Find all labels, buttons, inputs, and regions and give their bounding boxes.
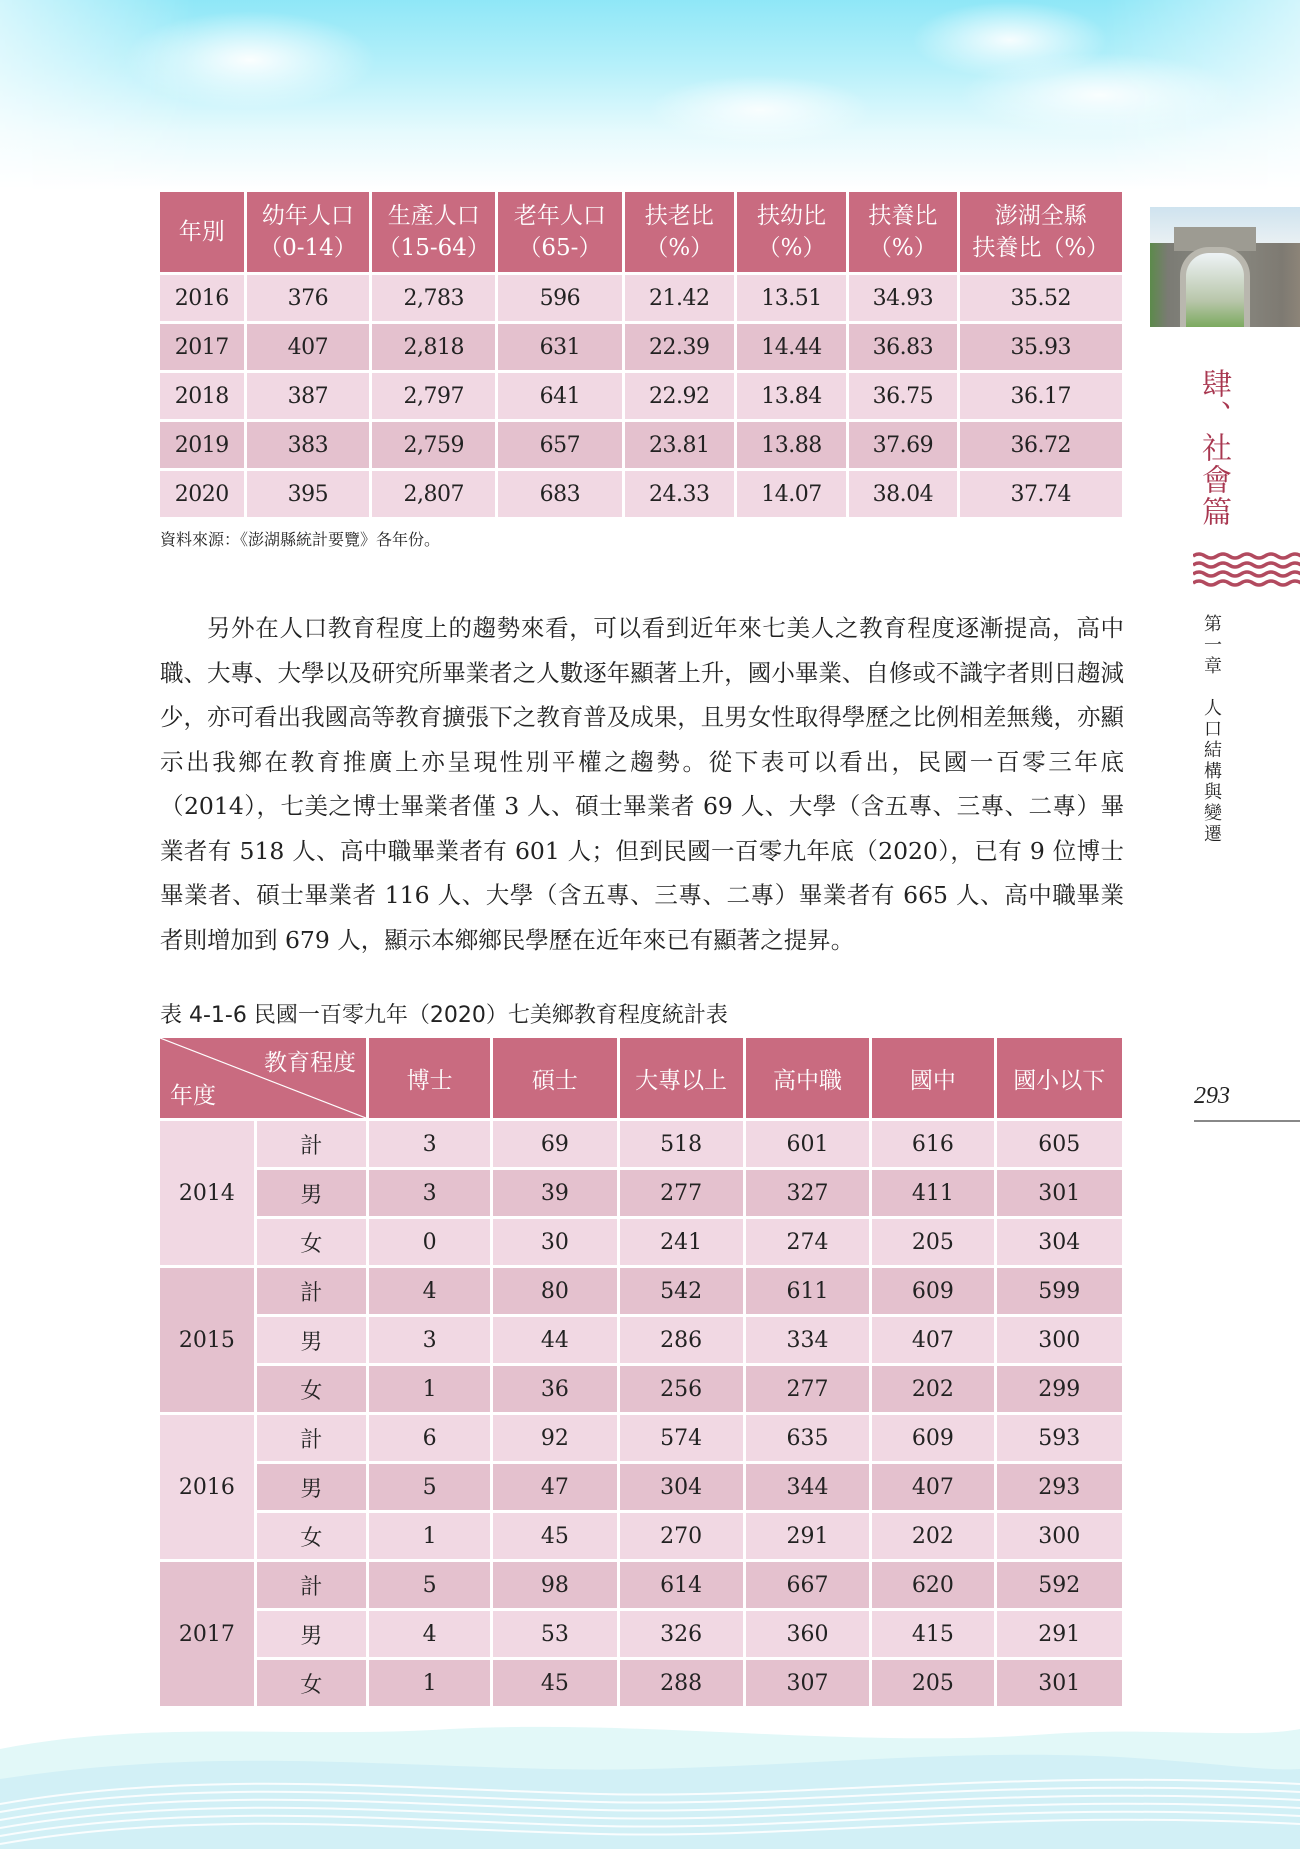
cell-child-ratio: 13.51 bbox=[737, 275, 846, 321]
cell-masters: 98 bbox=[493, 1562, 616, 1608]
cell-doctorate: 5 bbox=[369, 1562, 490, 1608]
cell-elementary-below: 291 bbox=[997, 1611, 1122, 1657]
cell-elementary-below: 593 bbox=[997, 1415, 1122, 1461]
header-working-population: 生產人口 （15-64） bbox=[372, 192, 495, 272]
cell-doctorate: 3 bbox=[369, 1170, 490, 1216]
header-year: 年別 bbox=[160, 192, 244, 272]
table-row bbox=[160, 275, 1122, 321]
cell-county-dependency-ratio: 35.93 bbox=[960, 324, 1122, 370]
wave-ornament-icon bbox=[1193, 551, 1300, 587]
cell-doctorate: 1 bbox=[369, 1366, 490, 1412]
cell-elementary-below: 293 bbox=[997, 1464, 1122, 1510]
cell-college: 286 bbox=[620, 1317, 743, 1363]
cell-year: 2016 bbox=[160, 275, 244, 321]
cell-masters: 36 bbox=[493, 1366, 616, 1412]
table-row bbox=[160, 1415, 1122, 1461]
cell-college: 288 bbox=[620, 1660, 743, 1706]
cell-high-school: 344 bbox=[746, 1464, 869, 1510]
cell-child-ratio: 13.88 bbox=[737, 422, 846, 468]
dependency-ratio-table bbox=[157, 189, 1125, 520]
cell-high-school: 360 bbox=[746, 1611, 869, 1657]
cell-old-age-ratio: 22.39 bbox=[625, 324, 734, 370]
header-elementary-below: 國小以下 bbox=[997, 1038, 1122, 1118]
cell-doctorate: 1 bbox=[369, 1660, 490, 1706]
cell-dependency-ratio: 37.69 bbox=[849, 422, 956, 468]
cell-junior-high: 205 bbox=[872, 1219, 993, 1265]
cell-masters: 47 bbox=[493, 1464, 616, 1510]
cell-college: 518 bbox=[620, 1121, 743, 1167]
header-child-population: 幼年人口 （0-14） bbox=[247, 192, 370, 272]
cell-elderly-population: 631 bbox=[498, 324, 621, 370]
cell-junior-high: 609 bbox=[872, 1415, 993, 1461]
header-child-ratio: 扶幼比 （%） bbox=[737, 192, 846, 272]
header-doctorate: 博士 bbox=[369, 1038, 490, 1118]
table-header-row bbox=[160, 1038, 1122, 1118]
cell-elementary-below: 301 bbox=[997, 1170, 1122, 1216]
table-row bbox=[160, 1268, 1122, 1314]
cell-year: 2015 bbox=[160, 1268, 254, 1412]
cell-doctorate: 4 bbox=[369, 1268, 490, 1314]
cell-junior-high: 609 bbox=[872, 1268, 993, 1314]
wave-footer-decoration bbox=[0, 1709, 1300, 1849]
cell-elementary-below: 605 bbox=[997, 1121, 1122, 1167]
cell-high-school: 291 bbox=[746, 1513, 869, 1559]
cell-child-population: 383 bbox=[247, 422, 370, 468]
cell-year: 2020 bbox=[160, 471, 244, 517]
body-paragraph: 另外在人口教育程度上的趨勢來看，可以看到近年來七美人之教育程度逐漸提高，高中職、大專、大學以及研究所畢業者之人數逐年顯著上升，國小畢業、自修或不識字者則日趨減少，亦可看出我國高等教育擴張下之教育普及成果，且男女性取得學歷之比例相差無幾，亦顯示出我鄉在教育推廣上亦呈現性別平權之趨勢。從下表可以看出，民國一百零三年底（2014），七美之博士畢業者僅 3 人、碩士畢業者 69 人、大學（含五專、三專、二專）畢業者有 518 人、高中職畢業者有 601 人；但到民國一百零九年底（2020），已有 9 位博士畢業者、碩士畢業者 116 人、大學（含五專、三專、二專）畢業者有 665 人、高中職畢業者則增加到 679 人，顯示本鄉鄉民學歷在近年來已有顯著之提昇。 bbox=[160, 614, 1124, 954]
table-row bbox=[160, 324, 1122, 370]
cell-masters: 39 bbox=[493, 1170, 616, 1216]
cell-college: 574 bbox=[620, 1415, 743, 1461]
page-number: 293 bbox=[1194, 1083, 1230, 1109]
corner-label-year: 年度 bbox=[170, 1083, 216, 1109]
cell-college: 270 bbox=[620, 1513, 743, 1559]
cell-child-ratio: 14.44 bbox=[737, 324, 846, 370]
table-row bbox=[160, 1317, 1122, 1363]
table-title: 表 4-1-6 民國一百零九年（2020）七美鄉教育程度統計表 bbox=[160, 1003, 728, 1028]
header-corner-diagonal bbox=[160, 1038, 366, 1118]
cell-year: 2017 bbox=[160, 324, 244, 370]
cell-doctorate: 1 bbox=[369, 1513, 490, 1559]
header-old-age-ratio: 扶老比 （%） bbox=[625, 192, 734, 272]
table-row bbox=[160, 1121, 1122, 1167]
header-junior-high: 國中 bbox=[872, 1038, 993, 1118]
header-masters: 碩士 bbox=[493, 1038, 616, 1118]
cell-high-school: 327 bbox=[746, 1170, 869, 1216]
cell-elementary-below: 304 bbox=[997, 1219, 1122, 1265]
cell-child-population: 407 bbox=[247, 324, 370, 370]
cell-county-dependency-ratio: 37.74 bbox=[960, 471, 1122, 517]
table-row bbox=[160, 1170, 1122, 1216]
cell-college: 614 bbox=[620, 1562, 743, 1608]
chapter-label: 第一章 人口結構與變遷 bbox=[1201, 614, 1222, 845]
cell-working-population: 2,783 bbox=[372, 275, 495, 321]
cell-child-ratio: 13.84 bbox=[737, 373, 846, 419]
cell-year: 2017 bbox=[160, 1562, 254, 1706]
cell-doctorate: 3 bbox=[369, 1317, 490, 1363]
cell-masters: 53 bbox=[493, 1611, 616, 1657]
cell-junior-high: 202 bbox=[872, 1366, 993, 1412]
cell-category: 女 bbox=[257, 1660, 366, 1706]
cell-category: 男 bbox=[257, 1170, 366, 1216]
cell-junior-high: 202 bbox=[872, 1513, 993, 1559]
cell-college: 326 bbox=[620, 1611, 743, 1657]
cell-working-population: 2,797 bbox=[372, 373, 495, 419]
cell-county-dependency-ratio: 36.72 bbox=[960, 422, 1122, 468]
table-row bbox=[160, 1219, 1122, 1265]
sky-banner-decoration bbox=[0, 0, 1300, 190]
cell-child-population: 387 bbox=[247, 373, 370, 419]
cell-masters: 92 bbox=[493, 1415, 616, 1461]
cell-college: 241 bbox=[620, 1219, 743, 1265]
table-row bbox=[160, 471, 1122, 517]
cell-child-ratio: 14.07 bbox=[737, 471, 846, 517]
education-level-table bbox=[157, 1035, 1125, 1709]
cell-elementary-below: 300 bbox=[997, 1513, 1122, 1559]
table-header-row bbox=[160, 192, 1122, 272]
table-row bbox=[160, 373, 1122, 419]
cell-high-school: 307 bbox=[746, 1660, 869, 1706]
cell-dependency-ratio: 34.93 bbox=[849, 275, 956, 321]
cell-old-age-ratio: 21.42 bbox=[625, 275, 734, 321]
cell-category: 計 bbox=[257, 1121, 366, 1167]
table-row bbox=[160, 1660, 1122, 1706]
cell-elderly-population: 641 bbox=[498, 373, 621, 419]
cell-college: 542 bbox=[620, 1268, 743, 1314]
cell-elementary-below: 592 bbox=[997, 1562, 1122, 1608]
cell-elementary-below: 300 bbox=[997, 1317, 1122, 1363]
cell-masters: 69 bbox=[493, 1121, 616, 1167]
header-elderly-population: 老年人口 （65-） bbox=[498, 192, 621, 272]
cell-college: 256 bbox=[620, 1366, 743, 1412]
cell-doctorate: 0 bbox=[369, 1219, 490, 1265]
arch-decoration bbox=[1180, 247, 1250, 327]
cell-doctorate: 5 bbox=[369, 1464, 490, 1510]
cell-high-school: 274 bbox=[746, 1219, 869, 1265]
cell-county-dependency-ratio: 36.17 bbox=[960, 373, 1122, 419]
cell-category: 女 bbox=[257, 1366, 366, 1412]
cell-masters: 44 bbox=[493, 1317, 616, 1363]
cell-doctorate: 3 bbox=[369, 1121, 490, 1167]
header-dependency-ratio: 扶養比 （%） bbox=[849, 192, 956, 272]
cell-college: 277 bbox=[620, 1170, 743, 1216]
table-row bbox=[160, 1562, 1122, 1608]
cell-junior-high: 407 bbox=[872, 1317, 993, 1363]
cell-junior-high: 415 bbox=[872, 1611, 993, 1657]
table-row bbox=[160, 1366, 1122, 1412]
cell-elderly-population: 657 bbox=[498, 422, 621, 468]
cell-masters: 30 bbox=[493, 1219, 616, 1265]
cell-working-population: 2,807 bbox=[372, 471, 495, 517]
stone-gate-photo bbox=[1150, 207, 1300, 327]
cell-working-population: 2,818 bbox=[372, 324, 495, 370]
cell-high-school: 601 bbox=[746, 1121, 869, 1167]
cell-high-school: 611 bbox=[746, 1268, 869, 1314]
cell-year: 2019 bbox=[160, 422, 244, 468]
cell-category: 計 bbox=[257, 1562, 366, 1608]
header-county-dependency-ratio: 澎湖全縣 扶養比（%） bbox=[960, 192, 1122, 272]
cell-old-age-ratio: 22.92 bbox=[625, 373, 734, 419]
page-number-rule bbox=[1194, 1120, 1300, 1122]
cell-category: 男 bbox=[257, 1464, 366, 1510]
header-high-school: 高中職 bbox=[746, 1038, 869, 1118]
cell-doctorate: 4 bbox=[369, 1611, 490, 1657]
cell-high-school: 635 bbox=[746, 1415, 869, 1461]
cell-high-school: 667 bbox=[746, 1562, 869, 1608]
cell-county-dependency-ratio: 35.52 bbox=[960, 275, 1122, 321]
table-row bbox=[160, 1513, 1122, 1559]
cell-category: 計 bbox=[257, 1268, 366, 1314]
cell-elementary-below: 599 bbox=[997, 1268, 1122, 1314]
cell-junior-high: 407 bbox=[872, 1464, 993, 1510]
cell-junior-high: 616 bbox=[872, 1121, 993, 1167]
cell-dependency-ratio: 36.83 bbox=[849, 324, 956, 370]
cell-year: 2018 bbox=[160, 373, 244, 419]
table-row bbox=[160, 1464, 1122, 1510]
cell-year: 2016 bbox=[160, 1415, 254, 1559]
header-college: 大專以上 bbox=[620, 1038, 743, 1118]
cell-child-population: 376 bbox=[247, 275, 370, 321]
source-note: 資料來源：《澎湖縣統計要覽》各年份。 bbox=[160, 530, 441, 549]
cell-category: 男 bbox=[257, 1611, 366, 1657]
cell-child-population: 395 bbox=[247, 471, 370, 517]
cell-junior-high: 620 bbox=[872, 1562, 993, 1608]
cell-category: 男 bbox=[257, 1317, 366, 1363]
cell-elementary-below: 299 bbox=[997, 1366, 1122, 1412]
cell-doctorate: 6 bbox=[369, 1415, 490, 1461]
cell-elderly-population: 683 bbox=[498, 471, 621, 517]
cell-old-age-ratio: 24.33 bbox=[625, 471, 734, 517]
cell-masters: 45 bbox=[493, 1513, 616, 1559]
cell-working-population: 2,759 bbox=[372, 422, 495, 468]
cell-dependency-ratio: 36.75 bbox=[849, 373, 956, 419]
cell-college: 304 bbox=[620, 1464, 743, 1510]
cell-category: 計 bbox=[257, 1415, 366, 1461]
corner-label-education: 教育程度 bbox=[264, 1050, 357, 1076]
cell-dependency-ratio: 38.04 bbox=[849, 471, 956, 517]
cell-high-school: 334 bbox=[746, 1317, 869, 1363]
table-row bbox=[160, 1611, 1122, 1657]
cell-junior-high: 411 bbox=[872, 1170, 993, 1216]
cell-elementary-below: 301 bbox=[997, 1660, 1122, 1706]
cell-elderly-population: 596 bbox=[498, 275, 621, 321]
section-title: 肆、社會篇 bbox=[1196, 368, 1231, 528]
cell-high-school: 277 bbox=[746, 1366, 869, 1412]
cell-masters: 80 bbox=[493, 1268, 616, 1314]
table-row bbox=[160, 422, 1122, 468]
cell-category: 女 bbox=[257, 1219, 366, 1265]
cell-old-age-ratio: 23.81 bbox=[625, 422, 734, 468]
cell-masters: 45 bbox=[493, 1660, 616, 1706]
cell-junior-high: 205 bbox=[872, 1660, 993, 1706]
cell-category: 女 bbox=[257, 1513, 366, 1559]
cell-year: 2014 bbox=[160, 1121, 254, 1265]
